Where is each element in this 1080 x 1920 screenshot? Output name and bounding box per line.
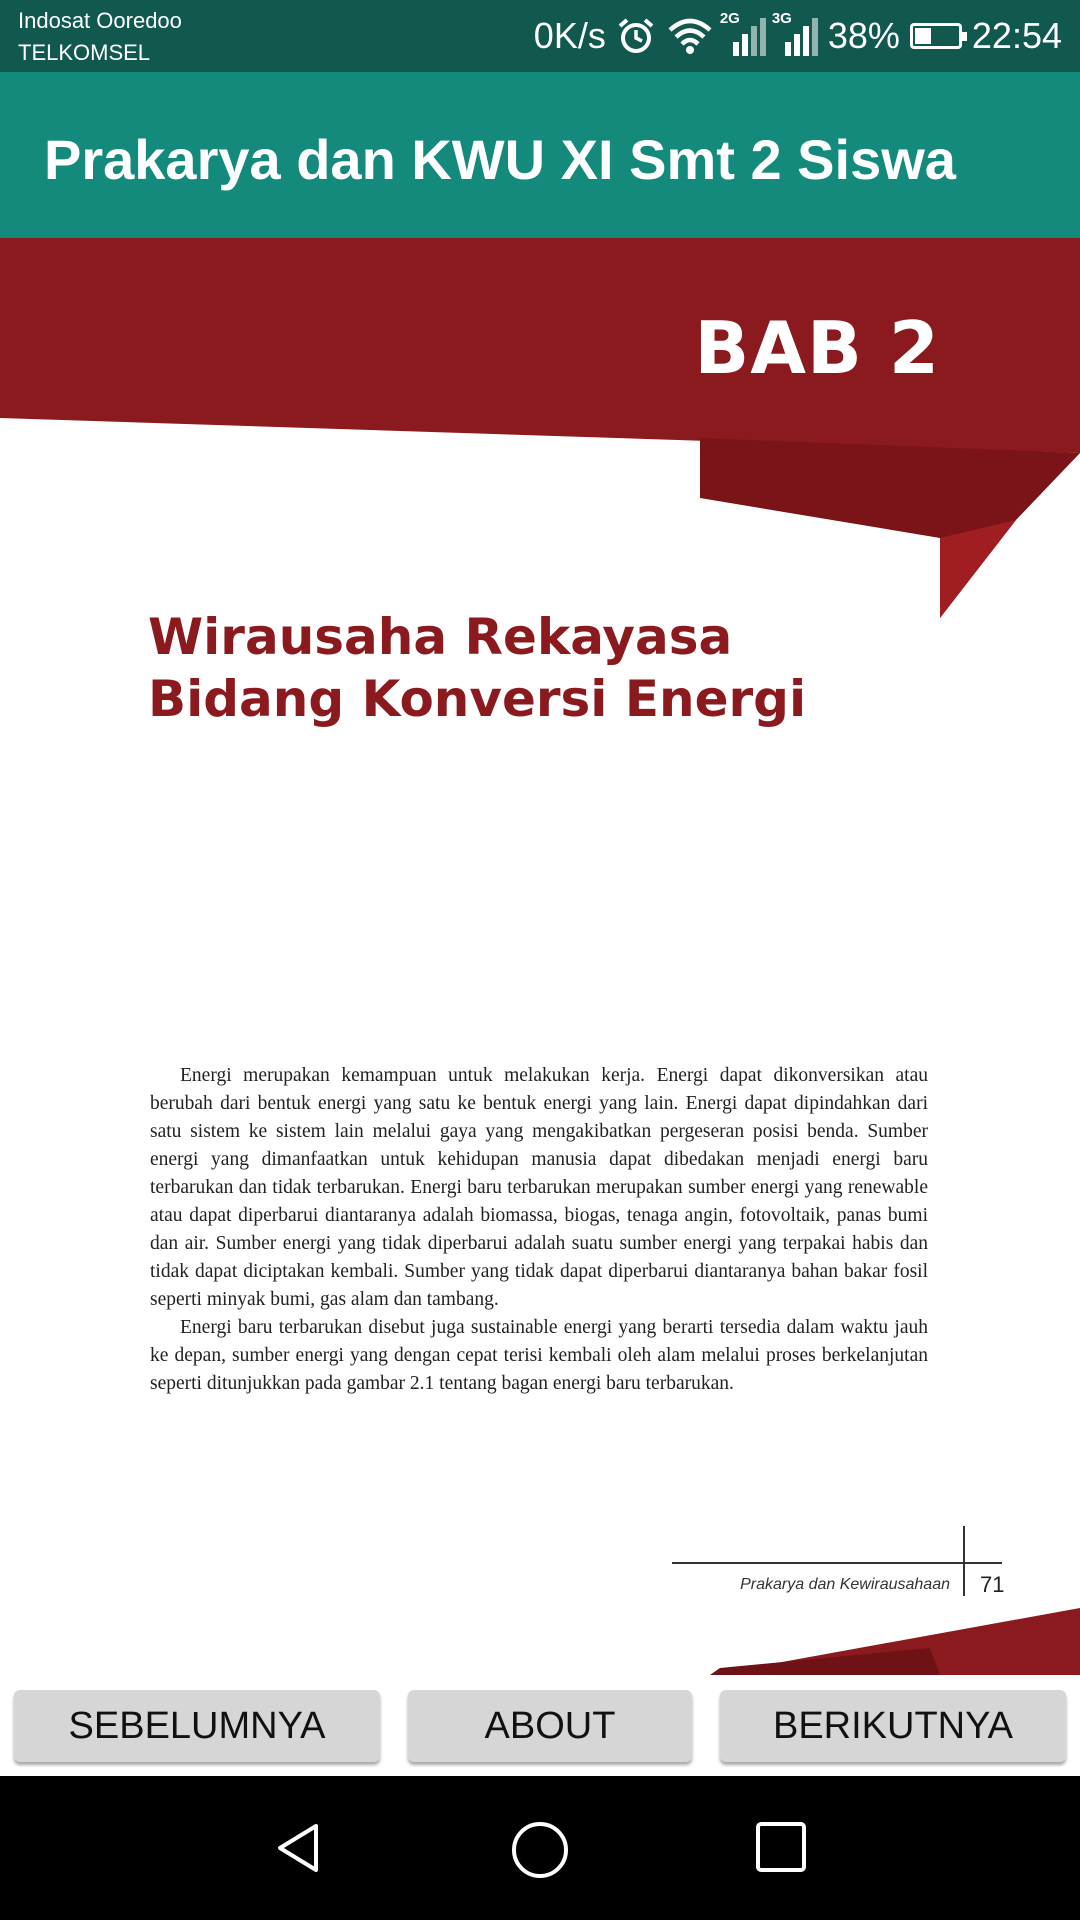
book-page[interactable] — [0, 238, 1080, 1675]
chapter-title-line-2: Bidang Konversi Energi — [148, 670, 807, 728]
paragraph-2: Energi baru terbarukan disebut juga sustainable energi yang berarti tersedia dalam waktu jauh ke depan, sumber energi yang dengan cepat terisi kembali oleh alam melalui proses berkelanjutan seperti ditunjukkan pada gambar 2.1 tentang bagan energi baru terbarukan. — [150, 1317, 928, 1394]
page-decoration — [0, 238, 1080, 1675]
battery-icon — [910, 23, 962, 49]
footer-divider — [963, 1526, 965, 1596]
body-text — [150, 1062, 928, 1398]
chapter-title — [148, 606, 806, 730]
recents-icon[interactable] — [754, 1820, 808, 1874]
clock: 22:54 — [971, 15, 1062, 56]
chapter-label: BAB 2 — [694, 306, 940, 390]
battery-percent: 38% — [827, 15, 900, 56]
signal-icon — [771, 10, 818, 56]
signal-icon — [719, 10, 766, 56]
page-number: 71 — [980, 1572, 1005, 1597]
carrier-name-2: TELKOMSEL — [18, 40, 151, 65]
chapter-title-line-1: Wirausaha Rekayasa — [148, 608, 733, 666]
status-bar — [0, 0, 1080, 72]
footer-rule — [672, 1562, 1002, 1564]
wifi-icon — [666, 16, 714, 56]
network-type-1: 2G — [719, 10, 740, 27]
previous-button[interactable]: SEBELUMNYA — [14, 1690, 380, 1762]
carrier-name-1: Indosat Ooredoo — [18, 8, 182, 33]
back-icon[interactable] — [272, 1820, 328, 1876]
paragraph-1: Energi merupakan kemampuan untuk melakukan kerja. Energi dapat dikonversikan atau berubah dari bentuk energi yang satu ke bentuk energi yang lain. Energi dapat dipindahkan dari satu sistem ke sistem lain melalui gaya yang mengakibatkan pergeseran posisi benda. Sumber energi yang dimanfaatkan untuk kehidupan manusia dapat dibedakan menjadi energi baru terbarukan dan tidak terbarukan. Energi baru terbarukan merupakan sumber energi yang renewable atau dapat diperbarui diantaranya adalah biomassa, biogas, tenaga angin, fotovoltaik, panas bumi dan air. Sumber energi yang tidak diperbarui adalah suatu sumber energi yang terpakai habis dan tidak dapat diciptakan kembali. Sumber yang tidak dapat diperbarui diantaranya bahan bakar fosil seperti minyak bumi, gas alam dan tambang. — [150, 1065, 928, 1310]
navigation-bar — [0, 1776, 1080, 1920]
home-icon[interactable] — [510, 1820, 570, 1880]
network-speed: 0K/s — [533, 15, 606, 56]
about-button[interactable]: ABOUT — [408, 1690, 692, 1762]
app-title: Prakarya dan KWU XI Smt 2 Siswa — [44, 128, 956, 191]
app-bar — [0, 72, 1080, 238]
button-bar — [0, 1675, 1080, 1776]
footer-book-title: Prakarya dan Kewirausahaan — [740, 1576, 950, 1593]
next-button[interactable]: BERIKUTNYA — [720, 1690, 1066, 1762]
alarm-icon — [616, 16, 656, 56]
network-type-2: 3G — [771, 10, 792, 27]
status-icons — [534, 10, 1062, 62]
